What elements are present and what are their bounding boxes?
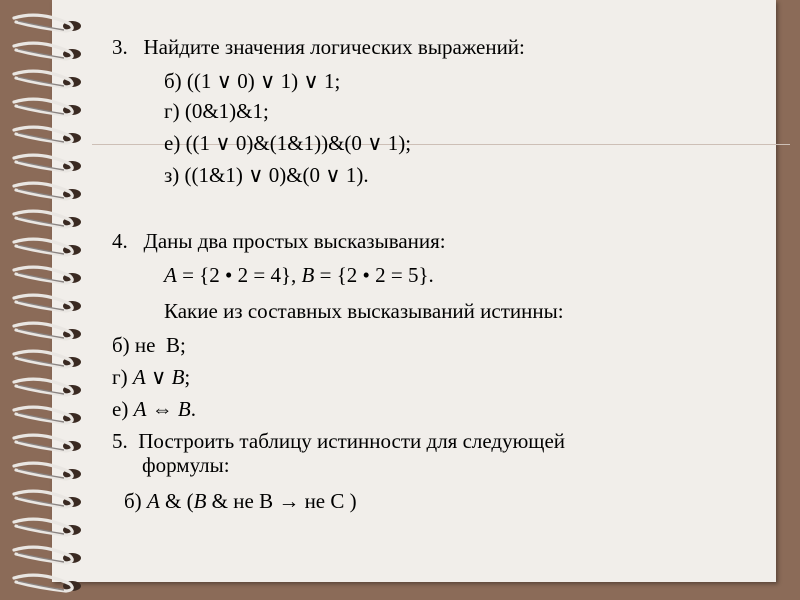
option-e-a: A — [133, 397, 147, 421]
option-g-label: г) — [112, 365, 133, 389]
q3-item-g: г) (0&1)&1; — [164, 99, 269, 123]
spiral-coil — [14, 491, 72, 507]
spiral-coil — [14, 211, 72, 227]
spiral-coil — [14, 351, 72, 367]
spiral-coil — [14, 71, 72, 87]
spiral-coil — [14, 295, 72, 311]
q4-question: Какие из составных высказываний истинны: — [164, 299, 564, 323]
q5-heading-line2: формулы: — [142, 453, 230, 477]
spiral-coil — [14, 463, 72, 479]
q4-option-b: б) не В; — [112, 333, 186, 357]
formula-b: B — [193, 489, 207, 513]
spiral-coil — [14, 575, 72, 591]
spiral-binding — [0, 0, 90, 600]
spiral-coil — [14, 183, 72, 199]
formula-amp: & ( — [159, 489, 194, 513]
statement-b-text: = {2 • 2 = 5}. — [314, 263, 434, 287]
formula-a: A — [146, 489, 160, 513]
spiral-coil — [14, 155, 72, 171]
option-g-op: ∨ — [145, 365, 172, 389]
q4-heading: 4. Даны два простых высказывания: — [112, 229, 446, 253]
q5-formula — [124, 488, 770, 514]
formula-rest: & не В → не С ) — [206, 489, 357, 513]
option-e-b: B — [177, 397, 191, 421]
formula-label: б) — [124, 489, 147, 513]
spiral-coil — [14, 435, 72, 451]
q4-option-e — [112, 396, 770, 422]
spiral-coil — [14, 43, 72, 59]
q4-option-g — [112, 364, 770, 390]
q3-item-z: з) ((1&1) ∨ 0)&(0 ∨ 1). — [164, 163, 369, 187]
spiral-coil — [14, 127, 72, 143]
statement-a-name: A — [164, 263, 177, 287]
spiral-coil — [14, 379, 72, 395]
q3-heading: 3. Найдите значения логических выражений: — [112, 35, 525, 59]
spiral-coil — [14, 547, 72, 563]
q5-heading-line1: 5. Построить таблицу истинности для следующей — [112, 429, 566, 453]
spiral-coil — [14, 15, 72, 31]
spiral-coil — [14, 407, 72, 423]
spiral-coil — [14, 99, 72, 115]
q4-statements — [164, 262, 770, 288]
option-e-label: е) — [112, 397, 134, 421]
spiral-coil — [14, 267, 72, 283]
statement-a-text: = {2 • 2 = 4}, — [176, 263, 302, 287]
option-g-end: ; — [184, 365, 191, 389]
option-g-a: A — [132, 365, 146, 389]
option-e-op: ⇔ — [146, 397, 178, 421]
q3-item-b: б) ((1 ∨ 0) ∨ 1) ∨ 1; — [164, 69, 341, 93]
spiral-coil — [14, 323, 72, 339]
option-g-b: B — [171, 365, 185, 389]
spiral-coil — [14, 239, 72, 255]
q3-item-e: е) ((1 ∨ 0)&(1&1))&(0 ∨ 1); — [164, 131, 412, 155]
spiral-coil — [14, 519, 72, 535]
statement-b-name: B — [301, 263, 315, 287]
option-e-end: . — [190, 397, 196, 421]
